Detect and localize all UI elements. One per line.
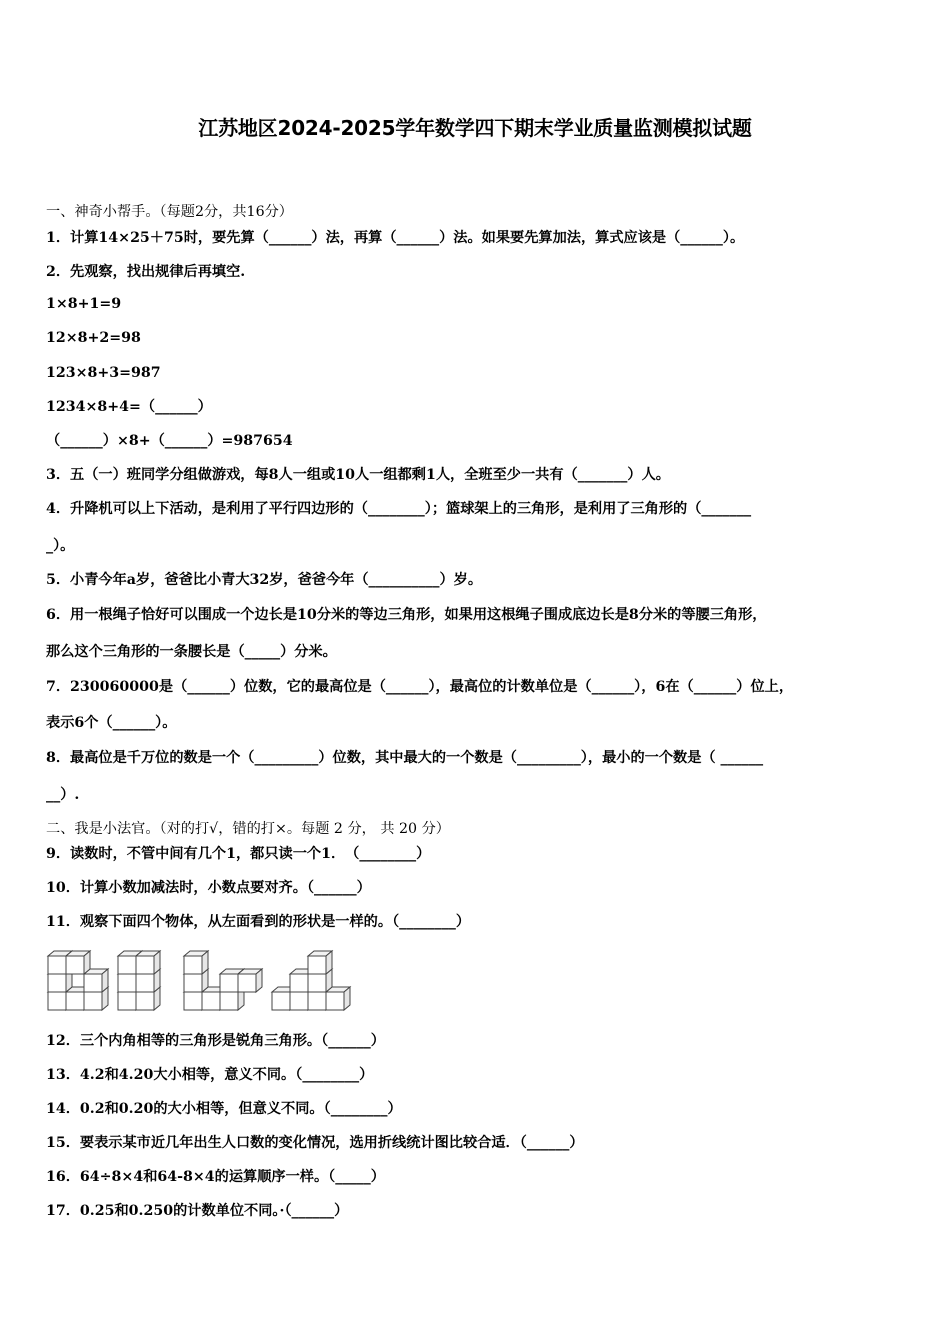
cube-front bbox=[48, 974, 66, 992]
cube-front bbox=[326, 992, 344, 1010]
question-12: 12．三个内角相等的三角形是锐角三角形。（______） bbox=[46, 1033, 385, 1049]
cube-front bbox=[136, 992, 154, 1010]
question-2-line-3: 123×8+3=987 bbox=[46, 365, 161, 381]
cube-front bbox=[308, 974, 326, 992]
cube-front bbox=[220, 974, 238, 992]
cube-front bbox=[48, 956, 66, 974]
cube-front bbox=[184, 956, 202, 974]
question-16: 16．64÷8×4和64-8×4的运算顺序一样。（_____） bbox=[46, 1169, 385, 1185]
cube-stack-1 bbox=[48, 951, 108, 1010]
question-4-line-1: 4．升降机可以上下活动，是利用了平行四边形的（________）；篮球架上的三角形，是利用了三角形的（_______ bbox=[46, 501, 752, 517]
cube-front bbox=[308, 956, 326, 974]
question-2-line-4: 1234×8+4=（______） bbox=[46, 399, 212, 415]
question-9: 9．读数时，不管中间有几个1，都只读一个1． （________） bbox=[46, 846, 431, 862]
cube-front bbox=[290, 974, 308, 992]
question-6-line-2: 那么这个三角形的一条腰长是（_____）分米。 bbox=[46, 644, 337, 660]
cube-front bbox=[202, 992, 220, 1010]
question-2-line-1: 1×8+1=9 bbox=[46, 296, 122, 312]
cube-front bbox=[136, 956, 154, 974]
cube-front bbox=[184, 974, 202, 992]
page-title: 江苏地区2024-2025学年数学四下期末学业质量监测模拟试题 bbox=[198, 116, 752, 140]
question-3: 3．五（一）班同学分组做游戏，每8人一组或10人一组都剩1人，全班至少一共有（_______）人。 bbox=[46, 467, 670, 483]
cube-stack-4 bbox=[272, 951, 350, 1010]
question-8-line-1: 8．最高位是千万位的数是一个（_________）位数，其中最大的一个数是（_________），最小的一个数是（ ______ bbox=[46, 750, 764, 766]
question-7-line-1: 7．230060000是（______）位数，它的最高位是（______），最高位的计数单位是（______），6在（______）位上， bbox=[46, 679, 794, 695]
cube-front bbox=[184, 992, 202, 1010]
cube-front bbox=[118, 992, 136, 1010]
cube-front bbox=[84, 992, 102, 1010]
section-2-heading: 二、我是小法官。（对的打√，错的打×。每题 2 分， 共 20 分） bbox=[46, 821, 450, 837]
question-17: 17．0.25和0.250的计数单位不同。·（______） bbox=[46, 1203, 349, 1219]
cube-groups bbox=[48, 951, 350, 1010]
question-8-line-2: __）. bbox=[46, 787, 80, 803]
cube-stacks-figure bbox=[44, 940, 374, 1016]
cube-front bbox=[238, 974, 256, 992]
cube-front bbox=[66, 992, 84, 1010]
cube-front bbox=[220, 992, 238, 1010]
cube-front bbox=[290, 992, 308, 1010]
cube-front bbox=[48, 992, 66, 1010]
question-11: 11．观察下面四个物体，从左面看到的形状是一样的。（________） bbox=[46, 914, 471, 930]
question-13: 13．4.2和4.20大小相等，意义不同。（________） bbox=[46, 1067, 374, 1083]
question-2-line-5: （______）×8+（______）=987654 bbox=[46, 433, 293, 449]
section-1-heading: 一、神奇小帮手。（每题2分，共16分） bbox=[46, 204, 293, 220]
cube-front bbox=[136, 974, 154, 992]
question-6-line-1: 6．用一根绳子恰好可以围成一个边长是10分米的等边三角形，如果用这根绳子围成底边长是8分米的等腰三角形， bbox=[46, 607, 767, 623]
question-5: 5．小青今年a岁，爸爸比小青大32岁，爸爸今年（__________）岁。 bbox=[46, 572, 483, 588]
question-14: 14．0.2和0.20的大小相等，但意义不同。（________） bbox=[46, 1101, 402, 1117]
cube-front bbox=[118, 974, 136, 992]
question-10: 10．计算小数加减法时，小数点要对齐。（______） bbox=[46, 880, 371, 896]
cube-front bbox=[66, 956, 84, 974]
cube-front bbox=[272, 992, 290, 1010]
cube-front bbox=[84, 974, 102, 992]
question-2-line-2: 12×8+2=98 bbox=[46, 330, 141, 346]
question-15: 15．要表示某市近几年出生人口数的变化情况，选用折线统计图比较合适．（______） bbox=[46, 1135, 584, 1151]
question-4-line-2: _）。 bbox=[46, 538, 75, 554]
question-2: 2．先观察，找出规律后再填空. bbox=[46, 264, 246, 280]
cube-stack-3 bbox=[184, 951, 262, 1010]
cube-front bbox=[308, 992, 326, 1010]
cube-stack-2 bbox=[118, 951, 160, 1010]
cube-stacks-icon bbox=[44, 940, 374, 1016]
question-7-line-2: 表示6个（______）。 bbox=[46, 715, 177, 731]
cube-front bbox=[118, 956, 136, 974]
question-1: 1．计算14×25＋75时，要先算（______）法，再算（______）法。如果要先算加法，算式应该是（______）。 bbox=[46, 230, 745, 246]
